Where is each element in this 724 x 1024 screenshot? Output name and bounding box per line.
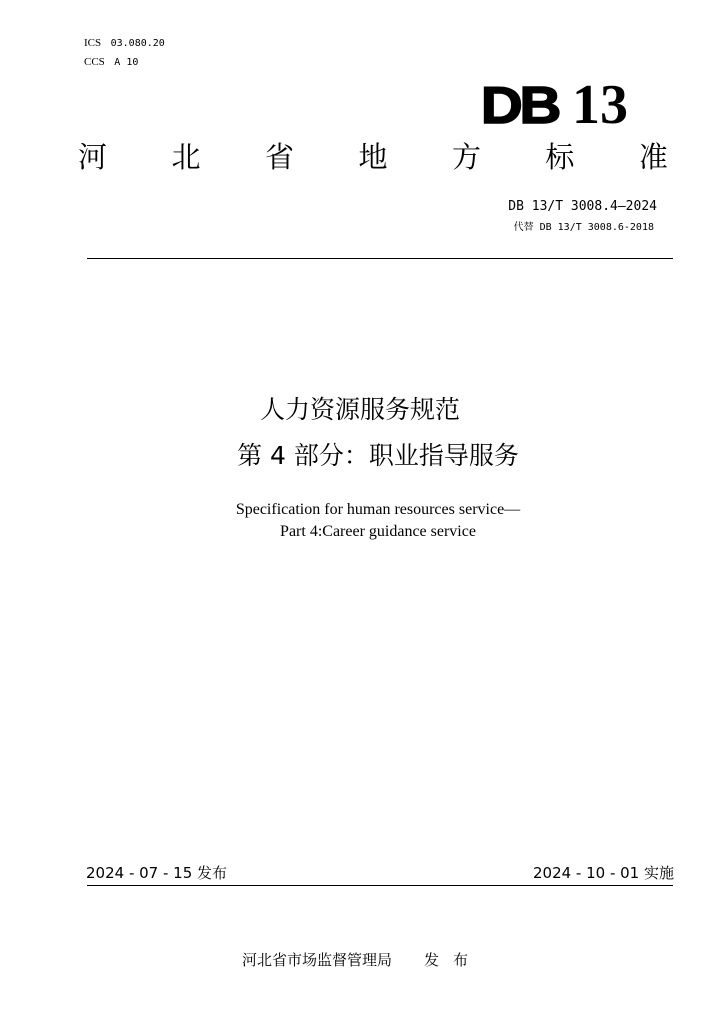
title-zh-line2: 第 4 部分：职业指导服务 xyxy=(237,441,519,470)
issuer-action: 发布 xyxy=(424,951,483,969)
standard-type-char: 北 xyxy=(171,140,201,174)
replaces-number: 代替 DB 13/T 3008.6-2018 xyxy=(513,222,654,233)
standard-type-char: 河 xyxy=(78,140,108,174)
title-en-line1: Specification for human resources service— xyxy=(235,501,521,518)
standard-type-heading xyxy=(78,137,668,177)
standard-number: DB 13/T 3008.4—2024 xyxy=(508,199,657,214)
standard-type-char: 方 xyxy=(451,140,481,174)
standard-type-char: 准 xyxy=(638,140,668,174)
title-en-line2: Part 4:Career guidance service xyxy=(280,523,476,540)
issuer-name: 河北省市场监督管理局 xyxy=(241,951,392,969)
ccs-label: CCS xyxy=(84,56,105,68)
ccs-value: A 10 xyxy=(114,57,139,68)
db-logo-mark: DB xyxy=(480,77,558,135)
ics-code-row xyxy=(84,36,165,51)
standard-type-char: 地 xyxy=(358,140,388,174)
title-zh-line1: 人力资源服务规范 xyxy=(259,395,460,424)
standard-type-char: 省 xyxy=(264,140,294,174)
ics-value: 03.080.20 xyxy=(110,38,165,49)
standard-type-char: 标 xyxy=(545,140,575,174)
footer-divider xyxy=(87,885,673,886)
implementation-date: 2024 - 10 - 01 实施 xyxy=(532,864,674,882)
ics-label: ICS xyxy=(84,37,102,49)
issue-date: 2024 - 07 - 15 发布 xyxy=(86,864,228,882)
issuing-authority xyxy=(0,950,724,970)
header-divider xyxy=(87,258,673,259)
db13-logo xyxy=(480,74,628,136)
db-logo-code: 13 xyxy=(572,74,628,136)
ccs-code-row xyxy=(84,55,138,70)
